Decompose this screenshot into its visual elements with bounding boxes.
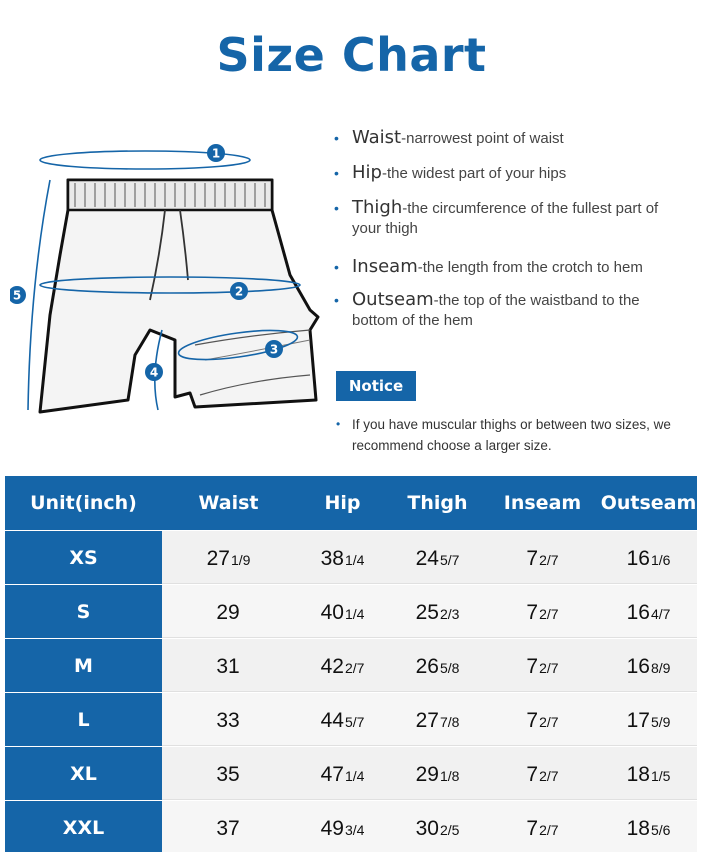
cell-inseam [485, 693, 600, 745]
definition-waist [334, 128, 699, 149]
marker-1 [207, 144, 225, 162]
table-row [5, 746, 697, 800]
marker-5 [10, 286, 26, 304]
header-hip: Hip [324, 492, 361, 514]
size-label: XS [5, 531, 162, 584]
measurement-definitions [334, 128, 699, 331]
cell-thigh [390, 639, 485, 691]
cell-whole: 40 [320, 601, 344, 624]
marker-2 [230, 282, 248, 300]
cell-whole: 7 [526, 601, 539, 624]
cell-hip [295, 747, 390, 799]
cell-outseam [600, 747, 697, 799]
definition-term: Inseam [352, 256, 418, 277]
cell-waist [162, 639, 295, 691]
cell-thigh [390, 531, 485, 583]
definition-hip [334, 163, 699, 184]
cell-inseam [485, 639, 600, 691]
cell-fraction: 5/7 [439, 552, 460, 568]
cell-fraction: 5/9 [650, 714, 671, 730]
cell-inseam [485, 747, 600, 799]
cell-fraction: 2/7 [539, 714, 559, 730]
cell-whole: 27 [415, 709, 439, 732]
svg-text:2: 2 [234, 284, 244, 299]
cell-whole: 31 [216, 655, 240, 678]
cell-fraction: 2/7 [539, 768, 559, 784]
cell-hip [295, 531, 390, 583]
bullet-icon: • [336, 417, 341, 431]
cell-waist [162, 531, 295, 583]
cell-fraction: 4/7 [650, 606, 671, 622]
cell-whole: 16 [626, 547, 650, 570]
cell-fraction: 1/6 [650, 552, 671, 568]
cell-hip [295, 801, 390, 852]
cell-waist [162, 585, 295, 637]
cell-whole: 30 [415, 817, 439, 840]
definition-thigh [334, 198, 664, 239]
table-row [5, 692, 697, 746]
cell-fraction: 2/7 [539, 822, 559, 838]
cell-whole: 29 [415, 763, 439, 786]
definition-desc: -the length from the crotch to hem [417, 259, 643, 276]
definition-term: Outseam [352, 289, 434, 310]
cell-outseam [600, 639, 697, 691]
cell-whole: 29 [216, 601, 240, 624]
cell-inseam [485, 585, 600, 637]
page-title: Size Chart [216, 28, 487, 82]
cell-whole: 49 [320, 817, 344, 840]
row-cells [162, 585, 697, 638]
notice-badge: Notice [336, 371, 416, 401]
header-waist: Waist [198, 492, 259, 514]
cell-fraction: 1/4 [344, 552, 365, 568]
cell-whole: 24 [415, 547, 439, 570]
cell-whole: 7 [526, 547, 539, 570]
notice-message: If you have muscular thighs or between two sizes, we recommend choose a larger size. [352, 417, 671, 453]
table-row [5, 584, 697, 638]
bullet-icon: • [334, 200, 339, 216]
cell-outseam [600, 801, 697, 852]
header-outseam: Outseam [600, 492, 697, 514]
cell-waist [162, 747, 295, 799]
header-thigh: Thigh [407, 492, 468, 514]
cell-whole: 25 [415, 601, 439, 624]
cell-fraction: 2/3 [439, 606, 460, 622]
table-row [5, 638, 697, 692]
cell-fraction: 5/7 [344, 714, 365, 730]
cell-whole: 7 [526, 763, 539, 786]
cell-whole: 47 [320, 763, 344, 786]
table-row [5, 530, 697, 584]
bullet-icon: • [334, 165, 339, 181]
cell-inseam [485, 801, 600, 852]
svg-text:3: 3 [269, 342, 279, 357]
marker-4 [145, 363, 163, 381]
definition-desc: -the circumference of the fullest part of your thigh [352, 200, 659, 237]
bullet-icon: • [334, 130, 339, 146]
cell-thigh [390, 747, 485, 799]
cell-inseam [485, 531, 600, 583]
definition-term: Hip [352, 162, 382, 183]
definition-desc: -narrowest point of waist [401, 130, 564, 147]
cell-outseam [600, 531, 697, 583]
size-table [5, 476, 697, 852]
cell-hip [295, 585, 390, 637]
cell-fraction: 2/5 [439, 822, 460, 838]
definition-inseam [334, 257, 699, 278]
cell-whole: 18 [626, 763, 650, 786]
cell-whole: 17 [626, 709, 650, 732]
cell-thigh [390, 801, 485, 852]
cell-fraction: 1/9 [230, 552, 251, 568]
cell-whole: 37 [216, 817, 240, 840]
svg-text:1: 1 [211, 146, 221, 161]
cell-whole: 7 [526, 817, 539, 840]
cell-fraction: 8/9 [650, 660, 671, 676]
bullet-icon: • [334, 292, 339, 308]
cell-fraction: 1/5 [650, 768, 671, 784]
cell-fraction: 1/4 [344, 768, 365, 784]
cell-whole: 42 [320, 655, 344, 678]
cell-fraction: 5/8 [439, 660, 460, 676]
table-body [5, 530, 697, 852]
table-header [5, 476, 697, 530]
bullet-icon: • [334, 259, 339, 275]
size-label: L [5, 693, 162, 746]
cell-fraction: 5/6 [650, 822, 671, 838]
definition-outseam [334, 290, 654, 331]
cell-thigh [390, 693, 485, 745]
size-label: XL [5, 747, 162, 800]
definition-term: Waist [352, 127, 402, 148]
cell-fraction: 1/8 [439, 768, 460, 784]
cell-whole: 35 [216, 763, 240, 786]
cell-whole: 27 [206, 547, 230, 570]
cell-whole: 16 [626, 655, 650, 678]
cell-fraction: 2/7 [539, 660, 559, 676]
row-cells [162, 531, 697, 584]
notice-text [336, 414, 696, 456]
cell-outseam [600, 585, 697, 637]
cell-whole: 26 [415, 655, 439, 678]
definition-term: Thigh [352, 197, 403, 218]
table-row [5, 800, 697, 852]
cell-fraction: 2/7 [344, 660, 365, 676]
header-unit: Unit(inch) [30, 492, 137, 514]
definition-desc: -the widest part of your hips [381, 165, 567, 182]
cell-whole: 7 [526, 655, 539, 678]
row-cells [162, 801, 697, 852]
size-label: S [5, 585, 162, 638]
definition-desc: -the top of the waistband to the bottom of the hem [352, 292, 640, 329]
header-inseam: Inseam [503, 492, 582, 514]
cell-waist [162, 801, 295, 852]
marker-3 [265, 340, 283, 358]
svg-text:5: 5 [12, 288, 22, 303]
cell-whole: 16 [626, 601, 650, 624]
row-cells [162, 639, 697, 692]
cell-fraction: 1/4 [344, 606, 365, 622]
cell-fraction: 2/7 [539, 552, 559, 568]
cell-whole: 18 [626, 817, 650, 840]
cell-whole: 7 [526, 709, 539, 732]
cell-whole: 33 [216, 709, 240, 732]
cell-hip [295, 693, 390, 745]
cell-fraction: 3/4 [344, 822, 365, 838]
cell-fraction: 2/7 [539, 606, 559, 622]
cell-thigh [390, 585, 485, 637]
cell-fraction: 7/8 [439, 714, 460, 730]
shorts-diagram [10, 135, 340, 435]
cell-whole: 38 [320, 547, 344, 570]
size-label: M [5, 639, 162, 692]
row-cells [162, 693, 697, 746]
svg-text:4: 4 [149, 365, 159, 380]
cell-outseam [600, 693, 697, 745]
cell-hip [295, 639, 390, 691]
cell-waist [162, 693, 295, 745]
size-label: XXL [5, 801, 162, 852]
row-cells [162, 747, 697, 800]
cell-whole: 44 [320, 709, 344, 732]
